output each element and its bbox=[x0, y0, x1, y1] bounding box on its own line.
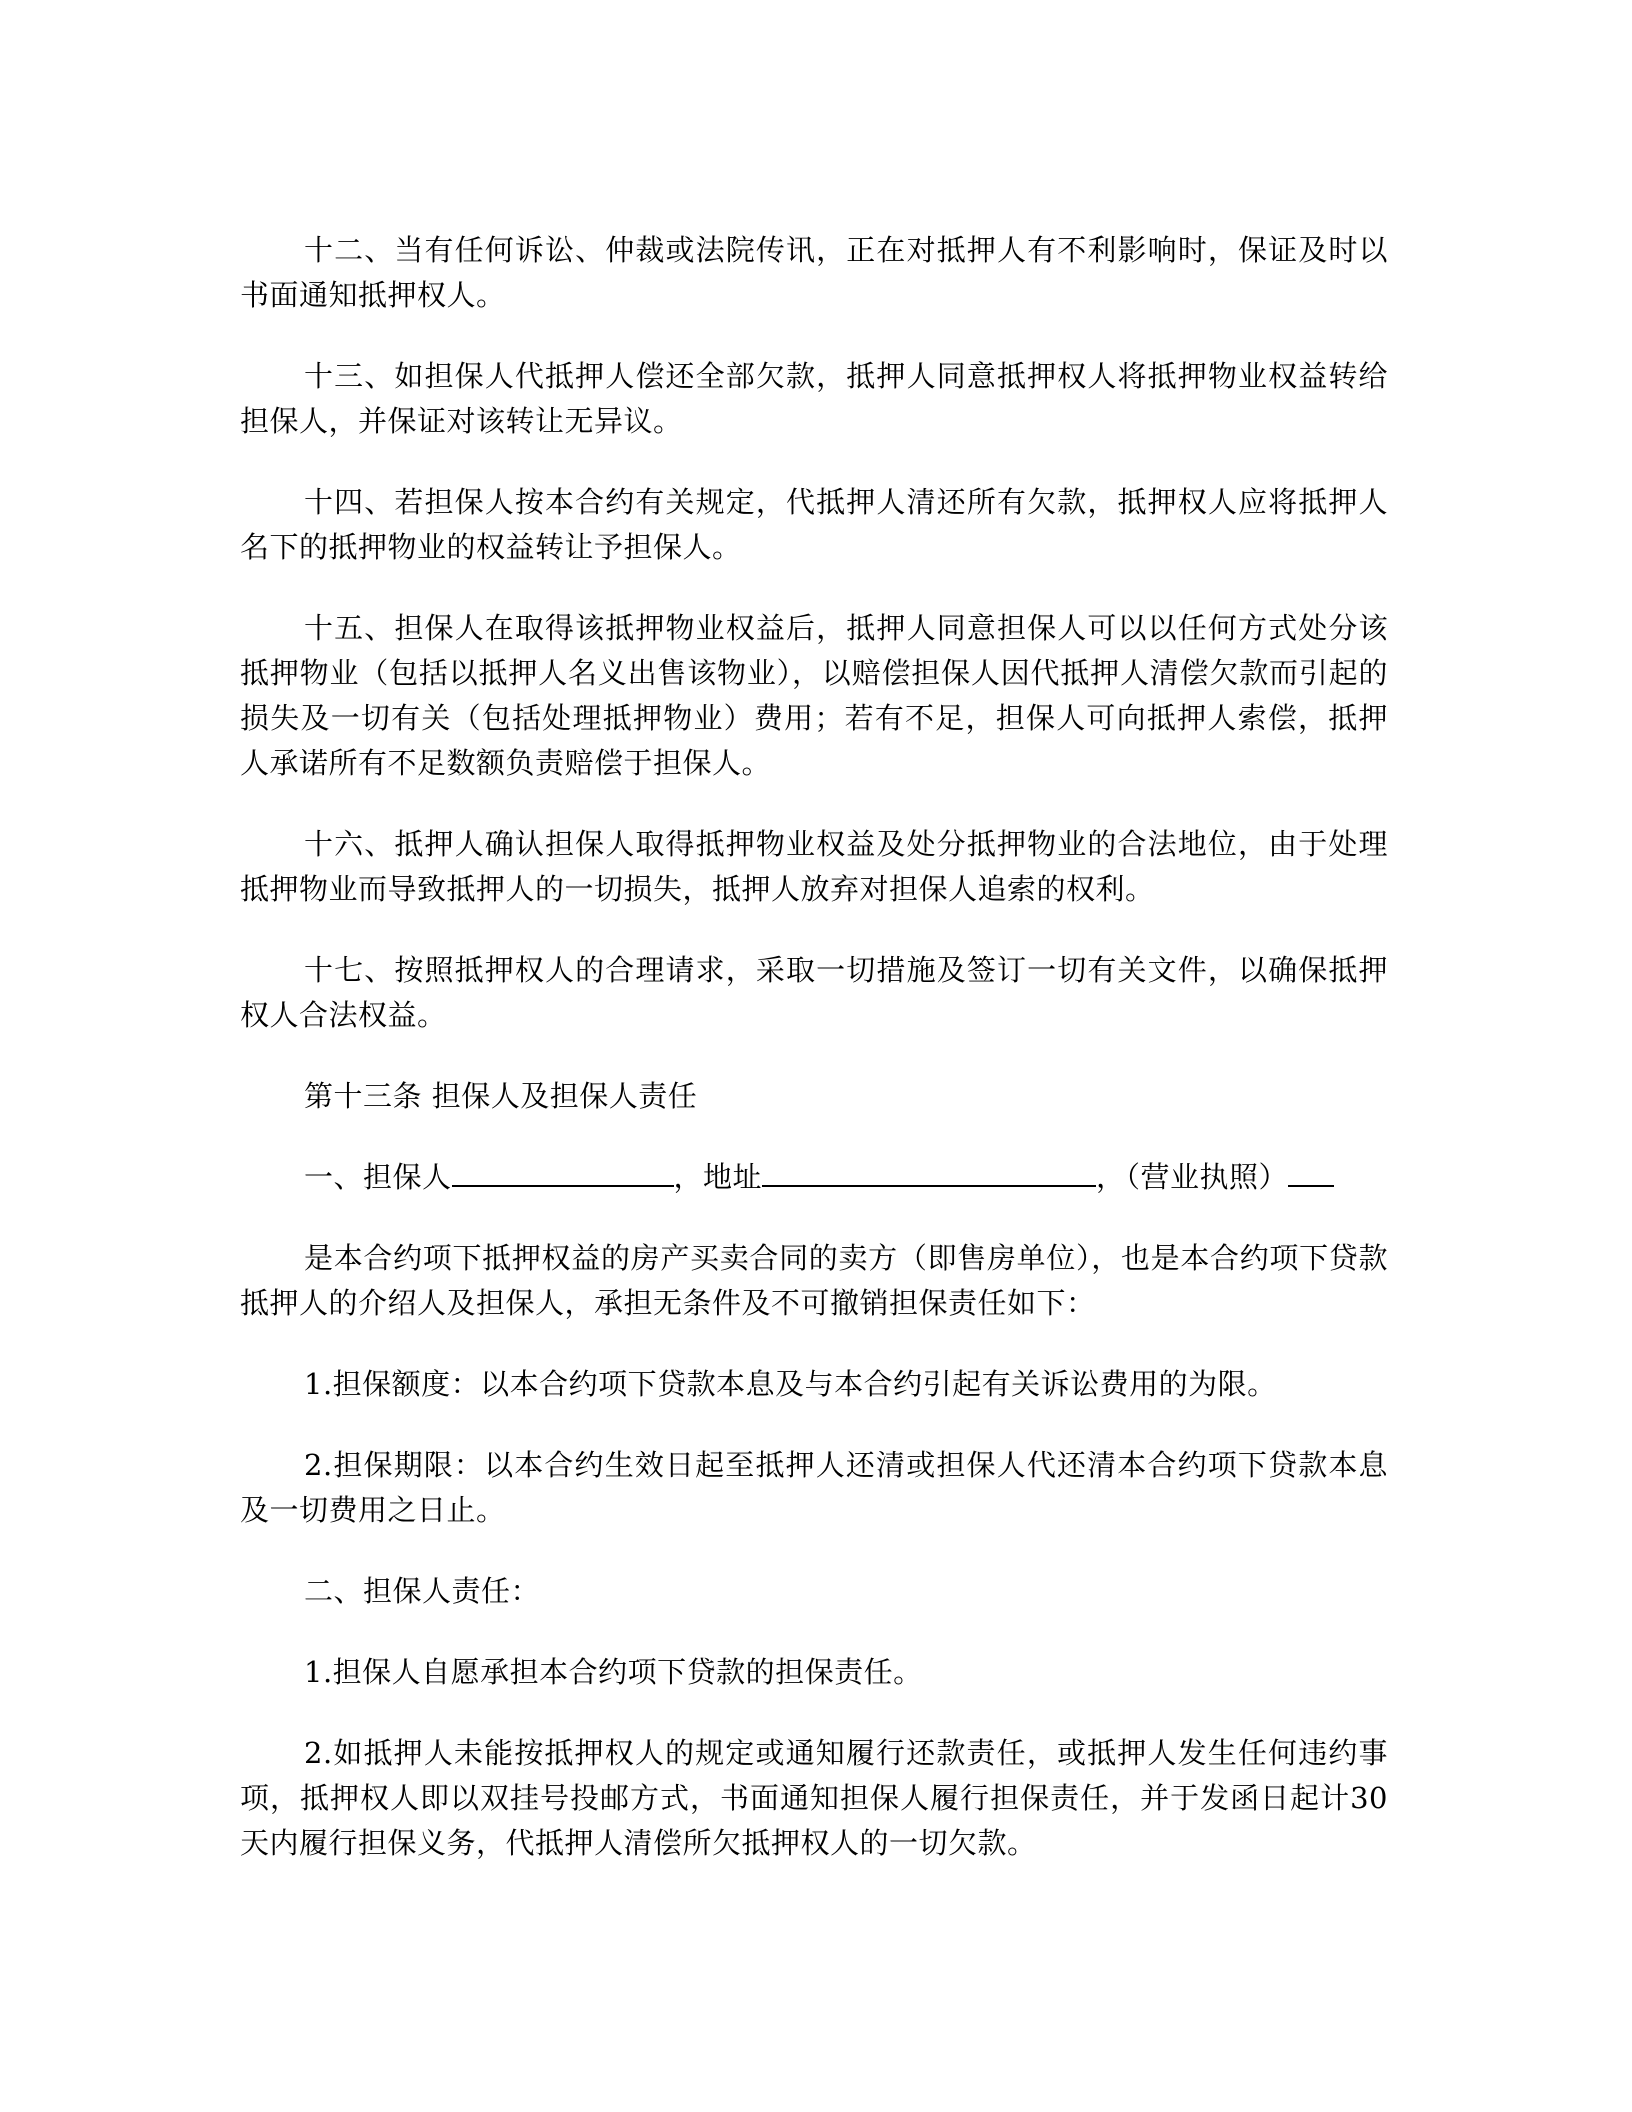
clause-12: 十二、当有任何诉讼、仲裁或法院传讯，正在对抵押人有不利影响时，保证及时以书面通知抵押权人。 bbox=[240, 233, 1388, 312]
clause-15: 十五、担保人在取得该抵押物业权益后，抵押人同意担保人可以以任何方式处分该抵押物业（包括以抵押人名义出售该物业），以赔偿担保人因代抵押人清偿欠款而引起的损失及一切有关（包括处理抵押物业）费用；若有不足，担保人可向抵押人索偿，抵押人承诺所有不足数额负责赔偿于担保人。 bbox=[240, 611, 1388, 780]
guarantor-info-line bbox=[240, 1155, 1388, 1200]
clause-14: 十四、若担保人按本合约有关规定，代抵押人清还所有欠款，抵押权人应将抵押人名下的抵押物业的权益转让予担保人。 bbox=[240, 485, 1388, 564]
guarantor-description: 是本合约项下抵押权益的房产买卖合同的卖方（即售房单位），也是本合约项下贷款抵押人的介绍人及担保人，承担无条件及不可撤销担保责任如下： bbox=[240, 1241, 1388, 1320]
article-13-heading: 第十三条 担保人及担保人责任 bbox=[304, 1079, 698, 1113]
license-blank bbox=[1288, 1155, 1334, 1187]
license-label: ，（营业执照） bbox=[1096, 1160, 1289, 1194]
clause-16: 十六、抵押人确认担保人取得抵押物业权益及处分抵押物业的合法地位，由于处理抵押物业而导致抵押人的一切损失，抵押人放弃对担保人追索的权利。 bbox=[240, 827, 1388, 906]
responsibility-item-1: 1.担保人自愿承担本合约项下贷款的担保责任。 bbox=[304, 1655, 923, 1689]
address-blank bbox=[762, 1155, 1096, 1187]
guarantee-amount-item: 1.担保额度：以本合约项下贷款本息及与本合约引起有关诉讼费用的为限。 bbox=[304, 1367, 1277, 1401]
address-label: ，地址 bbox=[673, 1160, 763, 1194]
guarantee-period-item: 2.担保期限：以本合约生效日起至抵押人还清或担保人代还清本合约项下贷款本息及一切费用之日止。 bbox=[240, 1448, 1388, 1527]
clause-17: 十七、按照抵押权人的合理请求，采取一切措施及签订一切有关文件，以确保抵押权人合法权益。 bbox=[240, 953, 1388, 1032]
document-body bbox=[240, 228, 1388, 1902]
guarantor-responsibility-heading: 二、担保人责任： bbox=[304, 1574, 541, 1608]
clause-13: 十三、如担保人代抵押人偿还全部欠款，抵押人同意抵押权人将抵押物业权益转给担保人，并保证对该转让无异议。 bbox=[240, 359, 1388, 438]
guarantor-name-blank bbox=[452, 1155, 674, 1187]
guarantor-label: 一、担保人 bbox=[304, 1160, 452, 1194]
responsibility-item-2: 2.如抵押人未能按抵押权人的规定或通知履行还款责任，或抵押人发生任何违约事项，抵押权人即以双挂号投邮方式，书面通知担保人履行担保责任，并于发函日起计30天内履行担保义务，代抵押人清偿所欠抵押权人的一切欠款。 bbox=[240, 1736, 1388, 1860]
